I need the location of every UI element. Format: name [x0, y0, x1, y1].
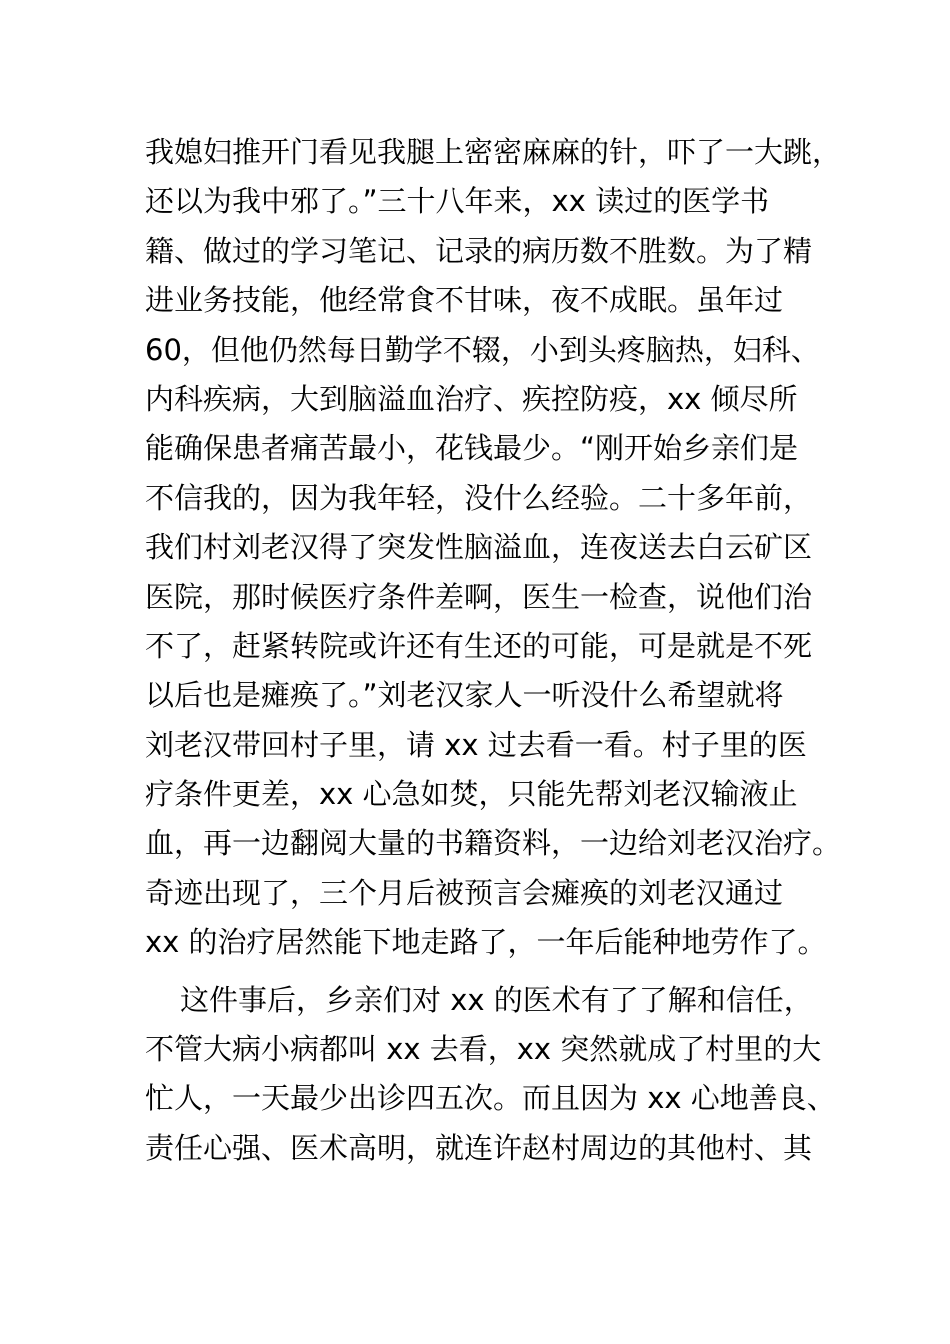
text-line: xx 的治疗居然能下地走路了，一年后能种地劳作了。	[145, 925, 827, 960]
text-line: 刘老汉带回村子里，请 xx 过去看一看。村子里的医	[145, 727, 807, 762]
text-line: 进业务技能，他经常食不甘味，夜不成眠。虽年过	[145, 283, 784, 318]
text-line: 忙人，一天最少出诊四五次。而且因为 xx 心地善良、	[145, 1081, 836, 1116]
text-line: 籍、做过的学习笔记、记录的病历数不胜数。为了精	[145, 233, 813, 268]
text-line: 不信我的，因为我年轻，没什么经验。二十多年前，	[145, 480, 813, 515]
text-line: 不管大病小病都叫 xx 去看，xx 突然就成了村里的大	[145, 1032, 822, 1067]
body-text	[145, 128, 842, 1173]
text-line: 奇迹出现了，三个月后被预言会瘫痪的刘老汉通过	[145, 875, 784, 910]
text-line: 以后也是瘫痪了。”刘老汉家人一听没什么希望就将	[145, 678, 784, 713]
text-line: 内科疾病，大到脑溢血治疗、疾控防疫，xx 倾尽所	[145, 381, 798, 416]
text-line: 疗条件更差，xx 心急如焚，只能先帮刘老汉输液止	[145, 777, 798, 812]
text-line: 我媳妇推开门看见我腿上密密麻麻的针，吓了一大跳，	[145, 135, 842, 169]
text-line: 不了，赶紧转院或许还有生还的可能，可是就是不死	[145, 628, 813, 663]
text-line: 血，再一边翻阅大量的书籍资料，一边给刘老汉治疗。	[145, 826, 842, 861]
text-line: 能确保患者痛苦最小，花钱最少。“刚开始乡亲们是	[145, 431, 799, 466]
text-line: 我们村刘老汉得了突发性脑溢血，连夜送去白云矿区	[145, 530, 813, 565]
paragraph-start-line: 这件事后，乡亲们对 xx 的医术有了了解和信任，	[180, 982, 813, 1017]
text-line: 60，但他仍然每日勤学不辍，小到头疼脑热，妇科、	[145, 332, 820, 367]
text-line: 责任心强、医术高明，就连许赵村周边的其他村、其	[145, 1130, 813, 1165]
text-line: 还以为我中邪了。”三十八年来，xx 读过的医学书	[145, 184, 770, 219]
text-line: 医院，那时候医疗条件差啊，医生一检查，说他们治	[145, 579, 813, 614]
